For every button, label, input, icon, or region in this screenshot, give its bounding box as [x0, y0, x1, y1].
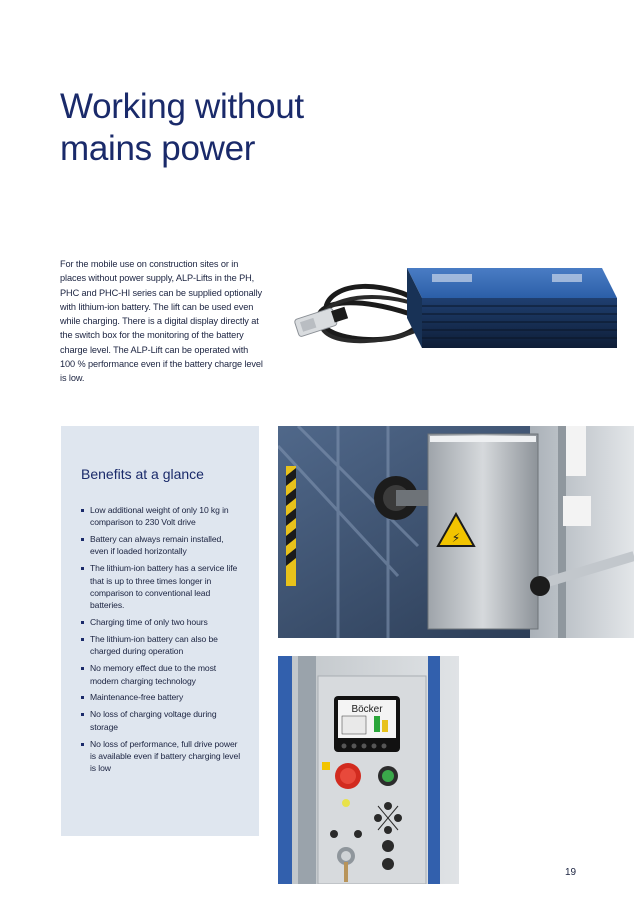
page-number: 19	[565, 867, 577, 878]
benefit-item: The lithium-ion battery can also be charged during operation	[81, 633, 243, 658]
control-panel-photo	[278, 656, 459, 884]
benefits-heading: Benefits at a glance	[81, 466, 204, 482]
panel-display-brand: Böcker	[351, 704, 383, 715]
page-title-line-1: Working without	[60, 87, 304, 126]
benefit-item: The lithium-ion battery has a service life that is up to three times longer in comparison to conventional lead batteries.	[81, 562, 243, 611]
lift-battery-box-photo	[278, 426, 634, 638]
benefits-box	[61, 426, 259, 836]
benefits-list	[81, 504, 243, 779]
benefit-item: Charging time of only two hours	[81, 616, 243, 628]
benefit-item: Low additional weight of only 10 kg in comparison to 230 Volt drive	[81, 504, 243, 529]
page-title	[60, 86, 304, 170]
battery-charger-photo	[272, 248, 634, 376]
benefit-item: No loss of performance, full drive power is available even if battery charging level is low	[81, 738, 243, 775]
benefit-item: No loss of charging voltage during storage	[81, 708, 243, 733]
benefit-item: Battery can always remain installed, even if loaded horizontally	[81, 533, 243, 558]
benefit-item: Maintenance-free battery	[81, 691, 243, 703]
benefit-item: No memory effect due to the most modern charging technology	[81, 662, 243, 687]
intro-paragraph: For the mobile use on construction sites or in places without power supply, ALP-Lifts in the PH, PHC and PHC-HI series can be supplied optionally with lithium-ion battery. The lift can be used even while charging. There is a digital display directly at the switch box for the monitoring of the battery charge level. The ALP-Lift can be operated with 100 % performance even if the battery charge level is low.	[60, 259, 263, 384]
svg-text:⚡: ⚡	[451, 531, 461, 545]
page-title-line-2: mains power	[60, 129, 256, 168]
